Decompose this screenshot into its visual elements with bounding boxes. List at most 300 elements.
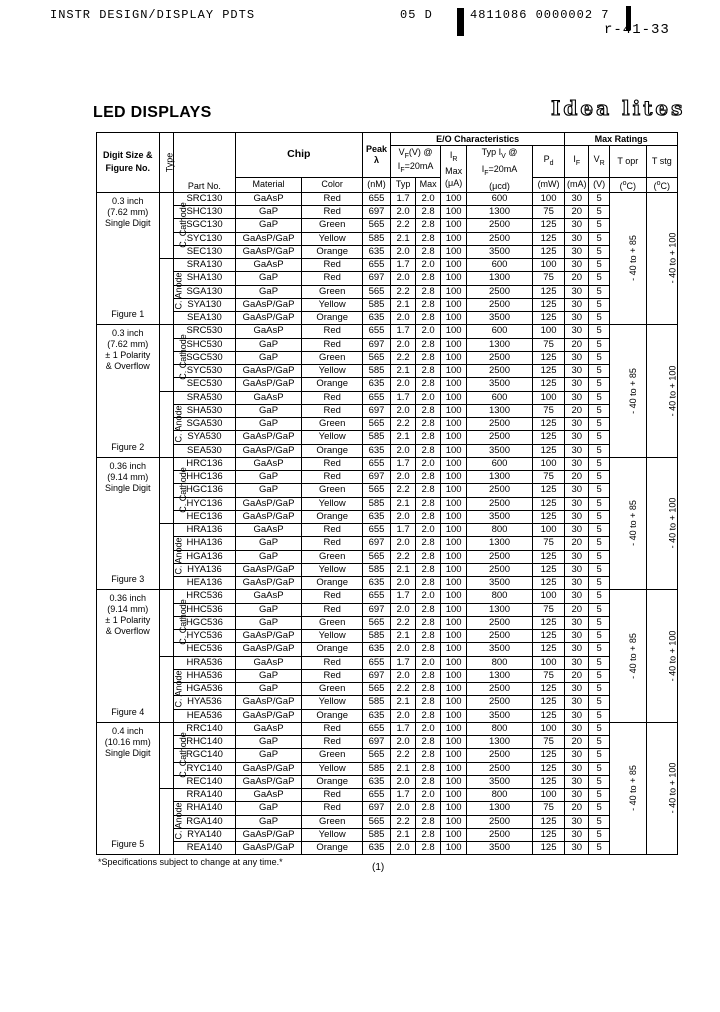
cell-if: 30 [565, 497, 589, 510]
cell-ir: 100 [441, 762, 467, 775]
cell-pd: 125 [532, 510, 564, 523]
cell-material: GaAsP [235, 789, 302, 802]
cell-iv: 3500 [467, 577, 533, 590]
cell-vf_typ: 2.1 [391, 828, 416, 841]
cell-vf_typ: 2.2 [391, 484, 416, 497]
cell-vf_max: 2.8 [416, 245, 441, 258]
cell-color: Yellow [302, 762, 363, 775]
cell-color: Red [302, 802, 363, 815]
cell-pd: 75 [532, 338, 564, 351]
cell-if: 20 [565, 736, 589, 749]
cell-vr: 5 [589, 365, 610, 378]
figure-label: Figure 2 [111, 441, 145, 452]
cell-part: SHA530 [174, 404, 236, 417]
cell-pd: 125 [532, 418, 564, 431]
cell-material: GaAsP/GaP [235, 709, 302, 722]
cell-peak: 697 [362, 471, 390, 484]
cell-ir: 100 [441, 391, 467, 404]
topr-range-cell: - 40 to + 85 [610, 722, 647, 855]
cell-color: Red [302, 722, 363, 735]
cell-pd: 125 [532, 577, 564, 590]
cell-vf_typ: 1.7 [391, 524, 416, 537]
cell-ir: 100 [441, 404, 467, 417]
cell-vf_typ: 1.7 [391, 722, 416, 735]
cell-if: 20 [565, 404, 589, 417]
cell-if: 20 [565, 206, 589, 219]
cell-vr: 5 [589, 775, 610, 788]
header-code-text: r-41-33 [604, 22, 670, 38]
header-vr-unit: (V) [589, 177, 610, 192]
cell-ir: 100 [441, 749, 467, 762]
cell-pd: 125 [532, 683, 564, 696]
cell-part: HGA136 [174, 550, 236, 563]
cell-material: GaAsP/GaP [235, 630, 302, 643]
cell-material: GaAsP/GaP [235, 365, 302, 378]
cell-ir: 100 [441, 577, 467, 590]
cell-ir: 100 [441, 312, 467, 325]
cell-vf_max: 2.8 [416, 404, 441, 417]
cell-ir: 100 [441, 484, 467, 497]
header-peak: Peak λ [362, 133, 390, 178]
cell-part: SRC530 [174, 325, 236, 338]
cell-material: GaP [235, 484, 302, 497]
cell-color: Orange [302, 444, 363, 457]
cell-iv: 2500 [467, 497, 533, 510]
cell-ir: 100 [441, 775, 467, 788]
cell-vf_typ: 1.7 [391, 789, 416, 802]
cell-color: Yellow [302, 497, 363, 510]
cell-vr: 5 [589, 484, 610, 497]
cell-iv: 2500 [467, 365, 533, 378]
cell-material: GaAsP/GaP [235, 431, 302, 444]
cell-vf_typ: 2.0 [391, 709, 416, 722]
cell-ir: 100 [441, 325, 467, 338]
cell-part: HRA136 [174, 524, 236, 537]
cell-iv: 3500 [467, 245, 533, 258]
header-topr: T opr [610, 146, 647, 177]
cell-vr: 5 [589, 749, 610, 762]
cell-if: 30 [565, 457, 589, 470]
cell-vf_typ: 2.2 [391, 285, 416, 298]
cell-pd: 100 [532, 391, 564, 404]
cell-color: Orange [302, 709, 363, 722]
header-eo-characteristics: E/O Characteristics [391, 133, 565, 146]
cell-pd: 125 [532, 232, 564, 245]
cell-vf_typ: 2.0 [391, 272, 416, 285]
cell-ir: 100 [441, 550, 467, 563]
cell-if: 30 [565, 444, 589, 457]
cell-if: 30 [565, 298, 589, 311]
cell-iv: 600 [467, 259, 533, 272]
cell-peak: 635 [362, 444, 390, 457]
digit-size-text: 0.4 inch (10.16 mm) Single Digit [104, 725, 151, 758]
cell-iv: 2500 [467, 563, 533, 576]
cell-vf_typ: 1.7 [391, 259, 416, 272]
cell-pd: 75 [532, 471, 564, 484]
header-material: Material [235, 177, 302, 192]
header-if-unit: (mA) [565, 177, 589, 192]
cell-vf_max: 2.8 [416, 298, 441, 311]
cell-vf_typ: 1.7 [391, 457, 416, 470]
type-cathode-cell: C. Cathode [159, 457, 174, 523]
cell-vf_max: 2.8 [416, 643, 441, 656]
cell-iv: 1300 [467, 802, 533, 815]
cell-part: HGA536 [174, 683, 236, 696]
header-left-text: INSTR DESIGN/DISPLAY PDTS [50, 8, 256, 22]
cell-vr: 5 [589, 842, 610, 855]
cell-part: SGC530 [174, 351, 236, 364]
cell-vf_typ: 2.0 [391, 444, 416, 457]
cell-part: SYC530 [174, 365, 236, 378]
cell-ir: 100 [441, 471, 467, 484]
cell-peak: 697 [362, 537, 390, 550]
digit-size-cell [97, 192, 160, 325]
cell-vf_typ: 2.2 [391, 219, 416, 232]
cell-peak: 635 [362, 775, 390, 788]
cell-color: Green [302, 683, 363, 696]
cell-vr: 5 [589, 206, 610, 219]
cell-material: GaAsP/GaP [235, 762, 302, 775]
cell-part: SRA530 [174, 391, 236, 404]
cell-ir: 100 [441, 616, 467, 629]
header-mid-text: 05 D [400, 8, 433, 22]
cell-if: 20 [565, 669, 589, 682]
cell-material: GaP [235, 736, 302, 749]
cell-if: 30 [565, 219, 589, 232]
cell-part: HYC536 [174, 630, 236, 643]
cell-ir: 100 [441, 842, 467, 855]
cell-color: Green [302, 815, 363, 828]
cell-material: GaP [235, 616, 302, 629]
cell-vf_max: 2.8 [416, 603, 441, 616]
cell-peak: 585 [362, 497, 390, 510]
cell-vf_max: 2.8 [416, 630, 441, 643]
cell-if: 30 [565, 616, 589, 629]
digit-size-text: 0.36 inch (9.14 mm) Single Digit [105, 460, 151, 493]
cell-if: 30 [565, 590, 589, 603]
cell-vf_typ: 2.0 [391, 842, 416, 855]
cell-peak: 635 [362, 842, 390, 855]
cell-vr: 5 [589, 577, 610, 590]
cell-vr: 5 [589, 616, 610, 629]
cell-color: Orange [302, 842, 363, 855]
cell-pd: 125 [532, 828, 564, 841]
cell-if: 30 [565, 683, 589, 696]
cell-vf_typ: 2.2 [391, 550, 416, 563]
cell-color: Orange [302, 775, 363, 788]
cell-pd: 125 [532, 365, 564, 378]
cell-vr: 5 [589, 444, 610, 457]
cell-vr: 5 [589, 298, 610, 311]
cell-ir: 100 [441, 259, 467, 272]
cell-part: RRC140 [174, 722, 236, 735]
cell-peak: 697 [362, 404, 390, 417]
cell-part: SHC530 [174, 338, 236, 351]
cell-color: Orange [302, 510, 363, 523]
cell-if: 30 [565, 789, 589, 802]
cell-iv: 3500 [467, 709, 533, 722]
topr-range-cell: - 40 to + 85 [610, 192, 647, 325]
cell-pd: 125 [532, 630, 564, 643]
type-cathode-cell: C. Cathode [159, 590, 174, 656]
cell-color: Green [302, 418, 363, 431]
cell-iv: 3500 [467, 643, 533, 656]
cell-vf_max: 2.8 [416, 444, 441, 457]
cell-color: Red [302, 524, 363, 537]
cell-pd: 75 [532, 537, 564, 550]
cell-vf_max: 2.8 [416, 577, 441, 590]
cell-vf_typ: 2.0 [391, 245, 416, 258]
cell-peak: 585 [362, 630, 390, 643]
cell-if: 20 [565, 603, 589, 616]
cell-ir: 100 [441, 444, 467, 457]
cell-vr: 5 [589, 219, 610, 232]
cell-pd: 125 [532, 351, 564, 364]
cell-peak: 565 [362, 683, 390, 696]
cell-vf_typ: 2.1 [391, 563, 416, 576]
cell-material: GaAsP [235, 656, 302, 669]
cell-vr: 5 [589, 497, 610, 510]
header-part-no: Part No. [174, 133, 236, 193]
cell-vf_max: 2.8 [416, 272, 441, 285]
cell-vf_typ: 2.2 [391, 683, 416, 696]
cell-vf_max: 2.8 [416, 828, 441, 841]
cell-vf_typ: 1.7 [391, 590, 416, 603]
cell-vr: 5 [589, 391, 610, 404]
cell-vf_typ: 2.1 [391, 431, 416, 444]
cell-color: Orange [302, 378, 363, 391]
cell-vf_max: 2.8 [416, 749, 441, 762]
cell-peak: 655 [362, 590, 390, 603]
cell-material: GaP [235, 669, 302, 682]
cell-peak: 565 [362, 749, 390, 762]
cell-if: 30 [565, 484, 589, 497]
header-tstg: T stg [646, 146, 677, 177]
cell-part: SYC130 [174, 232, 236, 245]
cell-vf_max: 2.8 [416, 285, 441, 298]
cell-color: Red [302, 789, 363, 802]
cell-material: GaAsP [235, 259, 302, 272]
cell-pd: 125 [532, 696, 564, 709]
cell-part: HEC536 [174, 643, 236, 656]
cell-iv: 2500 [467, 828, 533, 841]
cell-ir: 100 [441, 709, 467, 722]
cell-part: SRC130 [174, 192, 236, 205]
cell-vr: 5 [589, 510, 610, 523]
cell-material: GaP [235, 272, 302, 285]
cell-material: GaAsP/GaP [235, 232, 302, 245]
cell-material: GaAsP [235, 192, 302, 205]
cell-vr: 5 [589, 762, 610, 775]
cell-vf_typ: 2.2 [391, 616, 416, 629]
cell-part: HEC136 [174, 510, 236, 523]
cell-iv: 2500 [467, 762, 533, 775]
cell-material: GaP [235, 802, 302, 815]
cell-vf_typ: 2.2 [391, 815, 416, 828]
cell-ir: 100 [441, 351, 467, 364]
cell-peak: 565 [362, 418, 390, 431]
cell-pd: 125 [532, 245, 564, 258]
cell-material: GaAsP [235, 590, 302, 603]
cell-color: Red [302, 338, 363, 351]
cell-vf_typ: 2.1 [391, 497, 416, 510]
cell-if: 30 [565, 431, 589, 444]
cell-color: Red [302, 325, 363, 338]
cell-vf_max: 2.0 [416, 722, 441, 735]
cell-iv: 2500 [467, 219, 533, 232]
cell-vr: 5 [589, 643, 610, 656]
cell-ir: 100 [441, 378, 467, 391]
digit-size-text: 0.3 inch (7.62 mm) ± 1 Polarity & Overflow [105, 328, 151, 372]
cell-peak: 565 [362, 351, 390, 364]
table-row [97, 192, 678, 205]
cell-vr: 5 [589, 722, 610, 735]
cell-color: Red [302, 391, 363, 404]
cell-iv: 1300 [467, 669, 533, 682]
figure-label: Figure 4 [111, 706, 145, 717]
digit-size-text: 0.3 inch (7.62 mm) Single Digit [105, 195, 151, 228]
cell-iv: 1300 [467, 272, 533, 285]
cell-part: HRA536 [174, 656, 236, 669]
cell-pd: 125 [532, 312, 564, 325]
cell-vr: 5 [589, 524, 610, 537]
cell-peak: 635 [362, 510, 390, 523]
cell-vf_typ: 2.0 [391, 802, 416, 815]
page-number: (1) [372, 862, 385, 873]
cell-if: 30 [565, 762, 589, 775]
cell-if: 30 [565, 709, 589, 722]
cell-vr: 5 [589, 736, 610, 749]
cell-iv: 2500 [467, 232, 533, 245]
cell-pd: 125 [532, 219, 564, 232]
cell-iv: 2500 [467, 418, 533, 431]
table-row [97, 722, 678, 735]
type-cathode-cell: C. Cathode [159, 325, 174, 391]
cell-vr: 5 [589, 563, 610, 576]
cell-material: GaAsP [235, 325, 302, 338]
cell-vf_typ: 2.1 [391, 762, 416, 775]
cell-color: Red [302, 736, 363, 749]
cell-if: 30 [565, 325, 589, 338]
cell-iv: 800 [467, 722, 533, 735]
cell-vf_max: 2.0 [416, 192, 441, 205]
cell-pd: 75 [532, 206, 564, 219]
cell-color: Red [302, 590, 363, 603]
cell-pd: 75 [532, 404, 564, 417]
header-digit-size: Digit Size & Figure No. [97, 133, 160, 193]
cell-pd: 100 [532, 457, 564, 470]
cell-vr: 5 [589, 232, 610, 245]
cell-part: HEA136 [174, 577, 236, 590]
table-row [97, 312, 678, 325]
cell-part: SGA130 [174, 285, 236, 298]
cell-vr: 5 [589, 789, 610, 802]
cell-peak: 585 [362, 696, 390, 709]
cell-ir: 100 [441, 802, 467, 815]
cell-ir: 100 [441, 272, 467, 285]
type-anode-cell: C. Anode [159, 391, 174, 457]
cell-vr: 5 [589, 537, 610, 550]
cell-vf_typ: 2.0 [391, 603, 416, 616]
cell-peak: 585 [362, 232, 390, 245]
cell-vf_typ: 2.0 [391, 537, 416, 550]
cell-color: Orange [302, 245, 363, 258]
cell-vf_max: 2.8 [416, 351, 441, 364]
cell-vf_typ: 2.0 [391, 669, 416, 682]
topr-range-cell: - 40 to + 85 [610, 457, 647, 590]
table-row [97, 656, 678, 669]
cell-color: Red [302, 656, 363, 669]
cell-color: Orange [302, 643, 363, 656]
cell-peak: 697 [362, 206, 390, 219]
cell-pd: 100 [532, 656, 564, 669]
cell-if: 30 [565, 656, 589, 669]
cell-peak: 565 [362, 550, 390, 563]
cell-if: 20 [565, 537, 589, 550]
table-row [97, 378, 678, 391]
cell-pd: 125 [532, 431, 564, 444]
cell-vr: 5 [589, 418, 610, 431]
cell-if: 20 [565, 272, 589, 285]
cell-iv: 1300 [467, 338, 533, 351]
table-row [97, 457, 678, 470]
cell-pd: 100 [532, 789, 564, 802]
cell-iv: 3500 [467, 842, 533, 855]
cell-ir: 100 [441, 365, 467, 378]
cell-ir: 100 [441, 630, 467, 643]
cell-vf_typ: 2.0 [391, 404, 416, 417]
cell-vr: 5 [589, 312, 610, 325]
cell-pd: 75 [532, 603, 564, 616]
cell-vf_max: 2.0 [416, 457, 441, 470]
cell-material: GaAsP [235, 722, 302, 735]
header-tstg-unit: ($^o$C) [646, 177, 677, 192]
cell-if: 30 [565, 775, 589, 788]
cell-iv: 3500 [467, 444, 533, 457]
cell-if: 20 [565, 471, 589, 484]
cell-vf_max: 2.8 [416, 815, 441, 828]
cell-color: Orange [302, 312, 363, 325]
cell-peak: 697 [362, 669, 390, 682]
cell-iv: 3500 [467, 775, 533, 788]
cell-part: SYA130 [174, 298, 236, 311]
cell-vf_typ: 2.0 [391, 338, 416, 351]
cell-material: GaAsP/GaP [235, 643, 302, 656]
cell-iv: 2500 [467, 351, 533, 364]
cell-vf_max: 2.8 [416, 669, 441, 682]
cell-part: HRC536 [174, 590, 236, 603]
cell-pd: 125 [532, 285, 564, 298]
cell-vf_typ: 2.2 [391, 351, 416, 364]
topr-range-cell: - 40 to + 85 [610, 590, 647, 723]
table-body [97, 192, 678, 855]
cell-vf_typ: 2.0 [391, 736, 416, 749]
cell-vr: 5 [589, 378, 610, 391]
cell-iv: 3500 [467, 510, 533, 523]
cell-vr: 5 [589, 285, 610, 298]
cell-vr: 5 [589, 709, 610, 722]
cell-if: 30 [565, 365, 589, 378]
cell-material: GaAsP/GaP [235, 696, 302, 709]
cell-part: RYC140 [174, 762, 236, 775]
cell-pd: 100 [532, 325, 564, 338]
cell-vf_max: 2.8 [416, 365, 441, 378]
cell-part: SYA530 [174, 431, 236, 444]
table-row [97, 524, 678, 537]
cell-peak: 697 [362, 802, 390, 815]
cell-ir: 100 [441, 524, 467, 537]
cell-material: GaAsP/GaP [235, 775, 302, 788]
